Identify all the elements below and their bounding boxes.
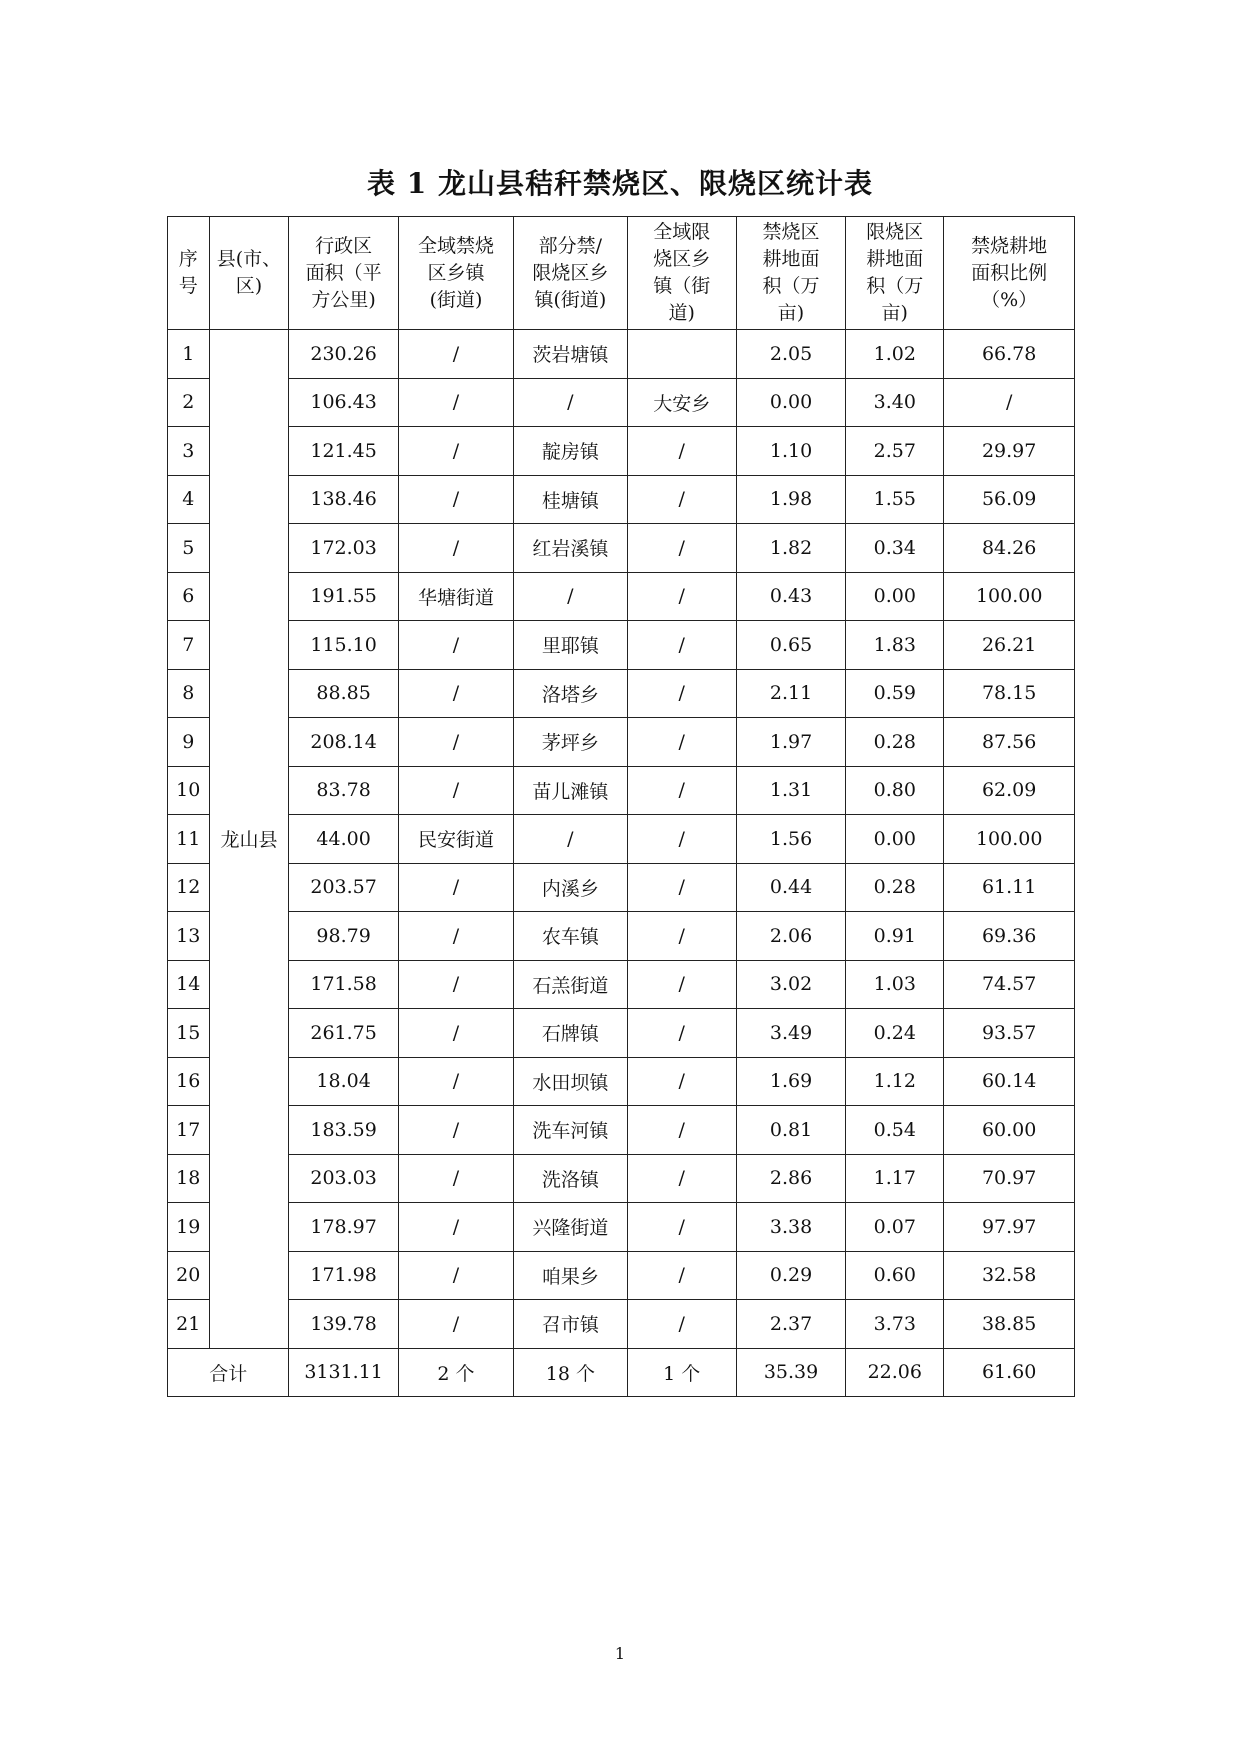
table-cell: 69.36	[944, 912, 1075, 961]
table-cell: /	[398, 1009, 513, 1058]
column-header-line: 耕地面	[866, 248, 924, 270]
table-cell: 18.04	[289, 1057, 398, 1106]
column-header-line: (街道)	[429, 288, 483, 311]
table-cell: 4	[168, 475, 210, 524]
table-row	[168, 669, 1075, 718]
table-title: 表 1 龙山县秸秆禁烧区、限烧区统计表	[367, 167, 873, 200]
column-header	[398, 217, 513, 330]
table-cell: 2.37	[736, 1300, 845, 1349]
table-cell: 61.11	[944, 863, 1075, 912]
table-cell: /	[627, 1154, 736, 1203]
total-cell: 1 个	[627, 1348, 736, 1396]
column-header	[168, 217, 210, 330]
table-cell: 84.26	[944, 524, 1075, 573]
table-row	[168, 1203, 1075, 1252]
table-cell: 1.10	[736, 427, 845, 476]
column-header	[846, 217, 944, 330]
table-cell: 230.26	[289, 330, 398, 379]
table-cell: 靛房镇	[514, 427, 627, 476]
column-header-line: （%）	[981, 288, 1038, 311]
table-cell: 5	[168, 524, 210, 573]
table-body	[168, 330, 1075, 1349]
table-cell: 0.44	[736, 863, 845, 912]
table-cell: 0.29	[736, 1251, 845, 1300]
table-cell: 106.43	[289, 378, 398, 427]
total-cell: 3131.11	[289, 1348, 398, 1396]
table-cell: /	[627, 669, 736, 718]
table-cell: 红岩溪镇	[514, 524, 627, 573]
table-cell: 56.09	[944, 475, 1075, 524]
column-header	[944, 217, 1075, 330]
table-cell: /	[398, 1300, 513, 1349]
table-cell: /	[627, 1009, 736, 1058]
header-row	[168, 217, 1075, 330]
table-cell: 3.49	[736, 1009, 845, 1058]
table-cell: /	[627, 475, 736, 524]
table-cell: 88.85	[289, 669, 398, 718]
table-row	[168, 863, 1075, 912]
table-cell: 0.54	[846, 1106, 944, 1155]
table-cell: 121.45	[289, 427, 398, 476]
table-cell: 0.00	[736, 378, 845, 427]
table-cell: 18	[168, 1154, 210, 1203]
table-row	[168, 1009, 1075, 1058]
table-cell: 171.58	[289, 960, 398, 1009]
table-cell: 1.12	[846, 1057, 944, 1106]
table-cell: 87.56	[944, 718, 1075, 767]
table-row	[168, 1154, 1075, 1203]
table-cell: /	[944, 378, 1075, 427]
table-row	[168, 572, 1075, 621]
table-cell: 97.97	[944, 1203, 1075, 1252]
table-cell: 6	[168, 572, 210, 621]
table-cell: 1.69	[736, 1057, 845, 1106]
column-header-line: 限烧区乡	[532, 261, 609, 284]
table-cell: 11	[168, 815, 210, 864]
table-cell: /	[627, 863, 736, 912]
column-header-line: 区)	[235, 275, 263, 297]
table-cell: 0.28	[846, 718, 944, 767]
table-cell: 1.03	[846, 960, 944, 1009]
column-header-line: 部分禁/	[538, 234, 603, 257]
table-cell: 139.78	[289, 1300, 398, 1349]
table-row	[168, 427, 1075, 476]
column-header-line: 面积比例	[971, 261, 1048, 284]
column-header-line: 亩)	[777, 302, 805, 324]
table-cell: 100.00	[944, 815, 1075, 864]
table-cell: 203.03	[289, 1154, 398, 1203]
table-cell: /	[514, 572, 627, 621]
table-cell: /	[398, 1203, 513, 1252]
table-cell: 0.07	[846, 1203, 944, 1252]
column-header-line: 镇(街道)	[534, 288, 607, 311]
table-cell: 83.78	[289, 766, 398, 815]
page-number: 1	[614, 1644, 626, 1663]
column-header-line: 禁烧区	[762, 221, 820, 243]
table-cell: 3.73	[846, 1300, 944, 1349]
table-cell: /	[627, 427, 736, 476]
column-header	[736, 217, 845, 330]
statistics-table	[167, 216, 1075, 1397]
table-cell: 1.56	[736, 815, 845, 864]
column-header-line: 限烧区	[866, 221, 924, 243]
table-cell: 2.11	[736, 669, 845, 718]
table-cell: /	[627, 1057, 736, 1106]
table-cell: /	[627, 1203, 736, 1252]
table-row	[168, 815, 1075, 864]
table-cell: 1.83	[846, 621, 944, 670]
table-cell: 0.81	[736, 1106, 845, 1155]
table-row	[168, 330, 1075, 379]
table-cell: 0.65	[736, 621, 845, 670]
table-cell: /	[398, 766, 513, 815]
column-header-line: 区乡镇	[427, 261, 485, 284]
table-cell: /	[627, 1300, 736, 1349]
table-cell: 茅坪乡	[514, 718, 627, 767]
table-cell: 32.58	[944, 1251, 1075, 1300]
table-cell: 60.14	[944, 1057, 1075, 1106]
column-header-line: 积（万	[866, 275, 924, 297]
table-cell: /	[398, 475, 513, 524]
table-cell: 115.10	[289, 621, 398, 670]
table-cell: /	[627, 960, 736, 1009]
table-cell: 19	[168, 1203, 210, 1252]
table-cell: /	[398, 960, 513, 1009]
table-cell: 3.02	[736, 960, 845, 1009]
table-cell: 3.38	[736, 1203, 845, 1252]
table-cell: 2.06	[736, 912, 845, 961]
table-cell: 26.21	[944, 621, 1075, 670]
table-cell: 172.03	[289, 524, 398, 573]
table-row	[168, 1251, 1075, 1300]
table-cell: /	[398, 427, 513, 476]
table-cell: 15	[168, 1009, 210, 1058]
table-cell: 0.59	[846, 669, 944, 718]
table-row	[168, 718, 1075, 767]
column-header	[209, 217, 289, 330]
table-cell: 16	[168, 1057, 210, 1106]
table-cell: 2.05	[736, 330, 845, 379]
table-row	[168, 621, 1075, 670]
table-cell: 171.98	[289, 1251, 398, 1300]
table-cell: 0.80	[846, 766, 944, 815]
total-cell: 18 个	[514, 1348, 627, 1396]
table-cell: /	[398, 1057, 513, 1106]
total-label: 合计	[168, 1348, 289, 1396]
column-header	[514, 217, 627, 330]
column-header-line: 全域限	[653, 221, 711, 243]
table-cell: /	[398, 863, 513, 912]
table-cell: 农车镇	[514, 912, 627, 961]
table-cell: 203.57	[289, 863, 398, 912]
table-cell: 98.79	[289, 912, 398, 961]
table-cell: 1.02	[846, 330, 944, 379]
table-cell: 召市镇	[514, 1300, 627, 1349]
table-cell: /	[627, 912, 736, 961]
column-header-line: 禁烧耕地	[971, 234, 1048, 257]
table-cell: 桂塘镇	[514, 475, 627, 524]
table-cell: 石羔街道	[514, 960, 627, 1009]
table-cell: 38.85	[944, 1300, 1075, 1349]
table-cell: 2	[168, 378, 210, 427]
table-cell: 7	[168, 621, 210, 670]
table-cell: 191.55	[289, 572, 398, 621]
column-header-line: 道)	[668, 302, 695, 324]
total-row	[168, 1348, 1075, 1396]
column-header-line: 面积（平	[305, 261, 382, 284]
table-cell: 208.14	[289, 718, 398, 767]
table-cell: 10	[168, 766, 210, 815]
table-cell: 1.55	[846, 475, 944, 524]
column-header-line: 镇（街	[653, 275, 711, 297]
table-cell: 78.15	[944, 669, 1075, 718]
table-cell: 华塘街道	[398, 572, 513, 621]
table-cell: 石牌镇	[514, 1009, 627, 1058]
table-cell: 93.57	[944, 1009, 1075, 1058]
table-cell: 13	[168, 912, 210, 961]
table-cell: 17	[168, 1106, 210, 1155]
table-cell: 0.34	[846, 524, 944, 573]
table-cell: /	[514, 815, 627, 864]
table-cell: 0.28	[846, 863, 944, 912]
table-cell: 1.97	[736, 718, 845, 767]
table-cell: 0.00	[846, 572, 944, 621]
table-cell: /	[627, 572, 736, 621]
table-cell: 0.00	[846, 815, 944, 864]
table-cell: 66.78	[944, 330, 1075, 379]
table-row	[168, 378, 1075, 427]
table-cell: 8	[168, 669, 210, 718]
table-cell: 29.97	[944, 427, 1075, 476]
table-cell: /	[627, 815, 736, 864]
table-cell: /	[398, 524, 513, 573]
county-cell: 龙山县	[209, 330, 289, 1349]
table-cell: 74.57	[944, 960, 1075, 1009]
table-row	[168, 1106, 1075, 1155]
table-cell: 3	[168, 427, 210, 476]
table-cell: /	[398, 1106, 513, 1155]
table-cell: 178.97	[289, 1203, 398, 1252]
table-row	[168, 524, 1075, 573]
table-cell: /	[398, 1154, 513, 1203]
table-cell: 2.57	[846, 427, 944, 476]
table-row	[168, 1300, 1075, 1349]
table-cell: /	[627, 718, 736, 767]
table-row	[168, 1057, 1075, 1106]
table-cell: 62.09	[944, 766, 1075, 815]
table-cell	[627, 330, 736, 379]
table-cell: 咱果乡	[514, 1251, 627, 1300]
table-cell: /	[398, 1251, 513, 1300]
table-cell: 民安街道	[398, 815, 513, 864]
table-cell: 44.00	[289, 815, 398, 864]
table-cell: /	[398, 621, 513, 670]
table-cell: 水田坝镇	[514, 1057, 627, 1106]
table-cell: 12	[168, 863, 210, 912]
table-cell: 100.00	[944, 572, 1075, 621]
table-cell: 洗洛镇	[514, 1154, 627, 1203]
column-header-line: 序	[178, 248, 198, 270]
column-header	[289, 217, 398, 330]
total-cell: 2 个	[398, 1348, 513, 1396]
table-row	[168, 960, 1075, 1009]
table-cell: 0.60	[846, 1251, 944, 1300]
column-header-line: 全域禁烧	[417, 234, 494, 257]
column-header-line: 烧区乡	[653, 248, 711, 270]
table-cell: 大安乡	[627, 378, 736, 427]
table-cell: /	[398, 718, 513, 767]
table-cell: 0.43	[736, 572, 845, 621]
table-cell: 60.00	[944, 1106, 1075, 1155]
table-cell: 21	[168, 1300, 210, 1349]
table-cell: 183.59	[289, 1106, 398, 1155]
table-cell: 70.97	[944, 1154, 1075, 1203]
column-header-line: 行政区	[315, 234, 373, 257]
total-cell: 35.39	[736, 1348, 845, 1396]
table-cell: /	[627, 1106, 736, 1155]
table-cell: 261.75	[289, 1009, 398, 1058]
table-cell: 0.91	[846, 912, 944, 961]
table-row	[168, 475, 1075, 524]
column-header-line: 县(市、	[216, 248, 282, 270]
table-cell: /	[627, 766, 736, 815]
table-cell: /	[627, 621, 736, 670]
table-cell: 1.17	[846, 1154, 944, 1203]
table-cell: /	[627, 1251, 736, 1300]
table-cell: 茨岩塘镇	[514, 330, 627, 379]
table-cell: 20	[168, 1251, 210, 1300]
table-cell: /	[398, 378, 513, 427]
table-cell: 1.82	[736, 524, 845, 573]
table-row	[168, 912, 1075, 961]
table-cell: 洛塔乡	[514, 669, 627, 718]
table-cell: 3.40	[846, 378, 944, 427]
table-cell: /	[398, 912, 513, 961]
column-header-line: 方公里)	[311, 288, 376, 311]
column-header-line: 耕地面	[762, 248, 820, 270]
table-cell: /	[398, 669, 513, 718]
table-cell: /	[398, 330, 513, 379]
table-cell: 138.46	[289, 475, 398, 524]
column-header-line: 亩)	[881, 302, 908, 324]
table-cell: 1.98	[736, 475, 845, 524]
table-cell: 内溪乡	[514, 863, 627, 912]
total-cell: 22.06	[846, 1348, 944, 1396]
total-cell: 61.60	[944, 1348, 1075, 1396]
table-cell: /	[627, 524, 736, 573]
table-cell: 9	[168, 718, 210, 767]
table-cell: 2.86	[736, 1154, 845, 1203]
table-cell: 兴隆街道	[514, 1203, 627, 1252]
table-cell: /	[514, 378, 627, 427]
table-cell: 14	[168, 960, 210, 1009]
table-cell: 0.24	[846, 1009, 944, 1058]
table-cell: 1.31	[736, 766, 845, 815]
column-header-line: 号	[178, 275, 198, 297]
table-cell: 苗儿滩镇	[514, 766, 627, 815]
column-header-line: 积（万	[762, 275, 820, 297]
column-header	[627, 217, 736, 330]
table-row	[168, 766, 1075, 815]
table-cell: 1	[168, 330, 210, 379]
table-cell: 洗车河镇	[514, 1106, 627, 1155]
table-cell: 里耶镇	[514, 621, 627, 670]
